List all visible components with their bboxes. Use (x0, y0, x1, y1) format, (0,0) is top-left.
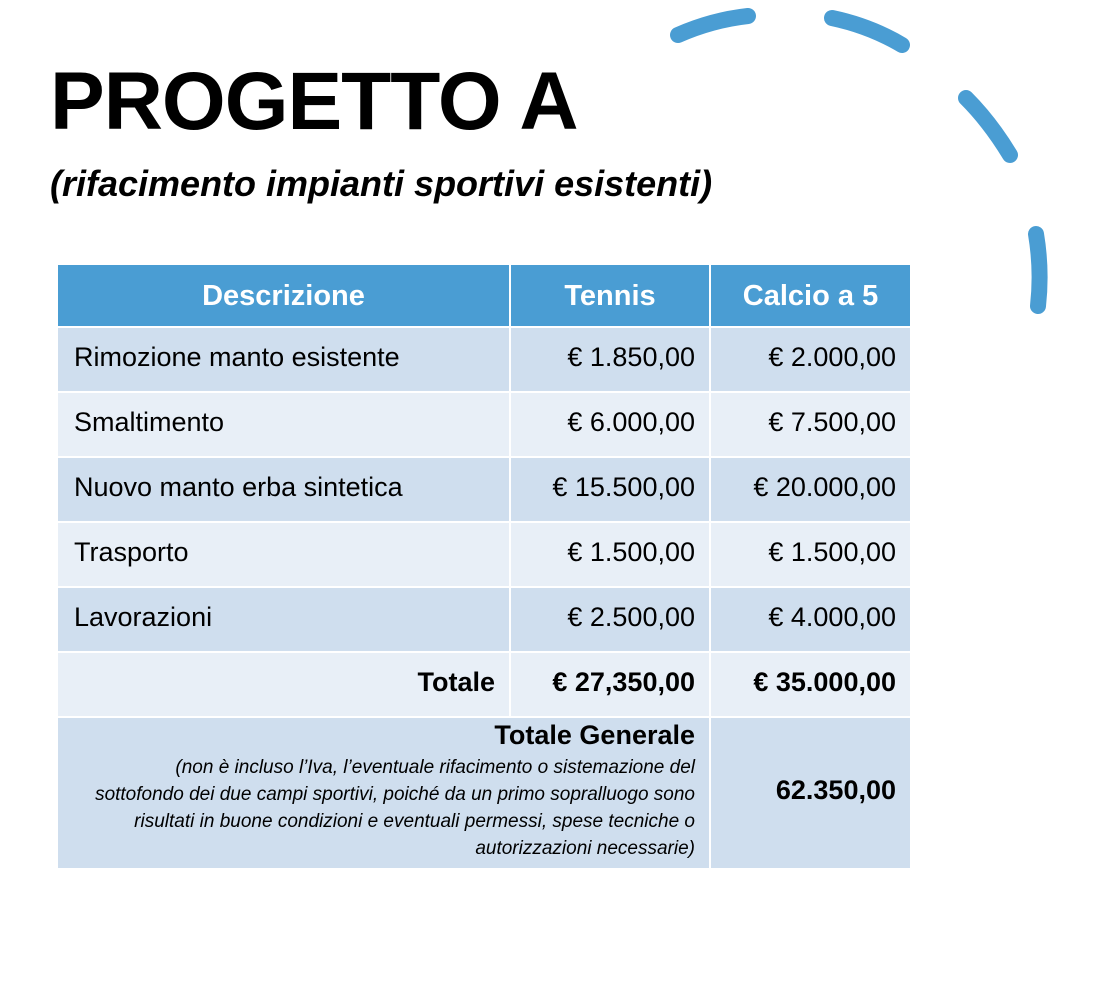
cost-table (56, 263, 912, 870)
grand-total-value: 62.350,00 (775, 775, 896, 805)
arc-dash (966, 98, 1010, 155)
column-header-tennis: Tennis (510, 264, 710, 327)
cell-calcio-cost: € 1.500,00 (710, 522, 911, 587)
grand-total-row (57, 717, 911, 869)
cell-tennis-cost: € 1.500,00 (510, 522, 710, 587)
cell-description: Rimozione manto esistente (57, 327, 510, 392)
cell-tennis-cost: € 6.000,00 (510, 392, 710, 457)
cell-description: Trasporto (57, 522, 510, 587)
table-row (57, 587, 911, 652)
arc-dash (832, 18, 902, 45)
cell-calcio-cost: € 7.500,00 (710, 392, 911, 457)
total-row (57, 652, 911, 717)
table-header-row (57, 264, 911, 327)
grand-total-cell (57, 717, 710, 869)
grand-total-label: Totale Generale (494, 720, 695, 750)
column-header-description: Descrizione (57, 264, 510, 327)
grand-total-note: (non è incluso l’Iva, l’eventuale rifacimento o sistemazione del sottofondo dei due campi sportivi, poiché da un primo sopralluogo sono risultati in buone condizioni e eventuali permessi, spese tecniche o autorizzazioni necessarie) (95, 757, 695, 859)
cell-tennis-cost: € 15.500,00 (510, 457, 710, 522)
table-row (57, 522, 911, 587)
page-title: PROGETTO A (50, 56, 578, 147)
cell-calcio-cost: € 20.000,00 (710, 457, 911, 522)
table-row (57, 457, 911, 522)
arc-dash (678, 16, 748, 35)
column-header-calcio: Calcio a 5 (710, 264, 911, 327)
cell-tennis-cost: € 2.500,00 (510, 587, 710, 652)
cell-description: Nuovo manto erba sintetica (57, 457, 510, 522)
total-tennis: € 27,350,00 (510, 652, 710, 717)
cell-calcio-cost: € 4.000,00 (710, 587, 911, 652)
cell-tennis-cost: € 1.850,00 (510, 327, 710, 392)
arc-dash (1036, 234, 1040, 306)
cell-description: Lavorazioni (57, 587, 510, 652)
total-label: Totale (57, 652, 510, 717)
cell-calcio-cost: € 2.000,00 (710, 327, 911, 392)
table-row (57, 392, 911, 457)
table-row (57, 327, 911, 392)
grand-total-value-cell (710, 717, 911, 869)
cell-description: Smaltimento (57, 392, 510, 457)
page-subtitle: (rifacimento impianti sportivi esistenti) (50, 163, 713, 204)
total-calcio: € 35.000,00 (710, 652, 911, 717)
